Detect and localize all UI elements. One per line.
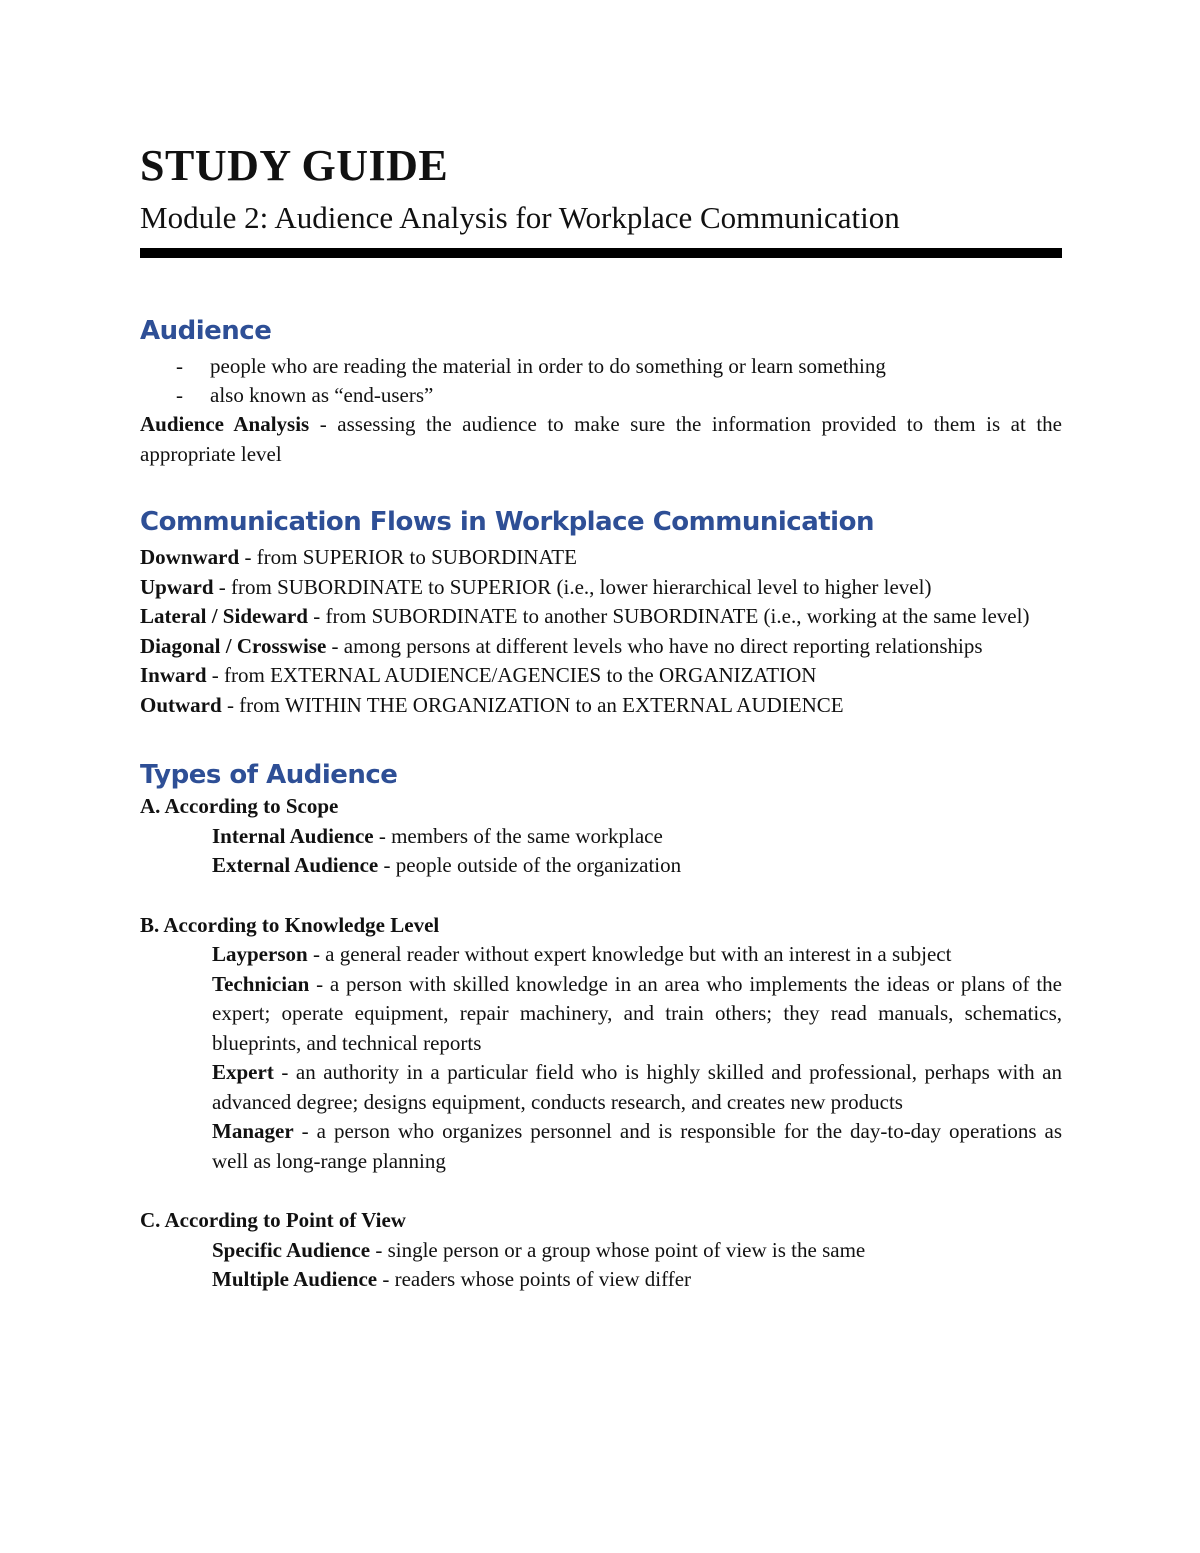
definition-term: External Audience bbox=[212, 853, 379, 877]
definition-text: - people outside of the organization bbox=[378, 853, 682, 877]
bullet-dash: - bbox=[176, 354, 183, 378]
document-page bbox=[140, 140, 1062, 1295]
flow-item-lateral bbox=[140, 602, 1062, 632]
definition-text: - from WITHIN THE ORGANIZATION to an EXTERNAL AUDIENCE bbox=[221, 692, 844, 717]
list-item bbox=[212, 851, 1062, 881]
definition-text: - a person with skilled knowledge in an area who implements the ideas or plans of the expert; operate equipment, repair machinery, and train others; they read manuals, schematics, blueprints, and technical reports bbox=[212, 971, 1062, 1055]
flow-item-inward bbox=[140, 661, 1062, 691]
list-item bbox=[212, 1117, 1062, 1176]
definition-term: Multiple Audience bbox=[212, 1267, 378, 1291]
section-heading-types-of-audience: Types of Audience bbox=[140, 760, 398, 790]
subheading-knowledge-level: B. According to Knowledge Level bbox=[140, 912, 440, 937]
flow-item-outward bbox=[140, 691, 1062, 721]
definition-text: - readers whose points of view differ bbox=[377, 1267, 692, 1291]
definition-text: - a general reader without expert knowledge but with an interest in a subject bbox=[307, 942, 952, 966]
definition-text: - a person who organizes personnel and is responsible for the day-to-day operations as well as long-range planning bbox=[212, 1119, 1062, 1173]
definition-text: - members of the same workplace bbox=[373, 823, 663, 848]
audience-analysis-definition bbox=[140, 410, 1062, 469]
definition-term: Diagonal / Crosswise bbox=[140, 633, 327, 658]
knowledge-level-list bbox=[140, 940, 1062, 1176]
definition-text: - assessing the audience to make sure the information provided to them is at the appropriate level bbox=[140, 412, 1062, 466]
flow-item-downward bbox=[140, 543, 1062, 573]
definition-term: Upward bbox=[140, 574, 214, 599]
definition-text: - single person or a group whose point of view is the same bbox=[370, 1237, 866, 1262]
definition-term: Specific Audience bbox=[212, 1237, 371, 1262]
definition-term: Manager bbox=[212, 1119, 294, 1143]
list-item bbox=[212, 1265, 1062, 1295]
list-item bbox=[212, 970, 1062, 1059]
point-of-view-list bbox=[140, 1236, 1062, 1295]
section-heading-communication-flows: Communication Flows in Workplace Communication bbox=[140, 507, 874, 537]
bullet-dash: - bbox=[176, 383, 183, 407]
definition-term: Layperson bbox=[212, 942, 308, 966]
definition-text: - an authority in a particular field who is highly skilled and professional, perhaps with an advanced degree; designs equipment, conducts research, and creates new products bbox=[212, 1060, 1062, 1114]
list-item bbox=[212, 940, 1062, 970]
flow-item-diagonal bbox=[140, 632, 1062, 662]
subheading-point-of-view: C. According to Point of View bbox=[140, 1208, 406, 1232]
definition-term: Internal Audience bbox=[212, 823, 374, 848]
document-subtitle: Module 2: Audience Analysis for Workplace Communication bbox=[140, 200, 900, 235]
definition-term: Audience Analysis bbox=[140, 412, 310, 436]
definition-text: - from EXTERNAL AUDIENCE/AGENCIES to the ORGANIZATION bbox=[206, 663, 817, 687]
definition-text: - from SUBORDINATE to another SUBORDINATE (i.e., working at the same level) bbox=[308, 604, 1030, 628]
list-item bbox=[212, 1236, 1062, 1266]
definition-term: Downward bbox=[140, 545, 240, 569]
flow-item-upward bbox=[140, 573, 1062, 603]
definition-term: Technician bbox=[212, 971, 310, 996]
definition-term: Outward bbox=[140, 692, 222, 717]
bullet-text: people who are reading the material in order to do something or learn something bbox=[210, 354, 886, 378]
scope-list bbox=[140, 822, 1062, 881]
list-item bbox=[140, 352, 1062, 381]
definition-text: - from SUBORDINATE to SUPERIOR (i.e., lower hierarchical level to higher level) bbox=[213, 574, 932, 599]
definition-term: Inward bbox=[140, 663, 207, 687]
definition-term: Lateral / Sideward bbox=[140, 604, 308, 628]
definition-term: Expert bbox=[212, 1060, 274, 1084]
definition-text: - from SUPERIOR to SUBORDINATE bbox=[239, 545, 577, 569]
title-rule bbox=[140, 248, 1062, 258]
bullet-text: also known as “end-users” bbox=[210, 383, 434, 407]
list-item bbox=[212, 822, 1062, 852]
subheading-scope: A. According to Scope bbox=[140, 794, 339, 818]
definition-text: - among persons at different levels who have no direct reporting relationships bbox=[326, 633, 983, 658]
communication-flows-list bbox=[140, 543, 1062, 720]
audience-bullet-list bbox=[140, 352, 1062, 410]
list-item bbox=[140, 381, 1062, 410]
document-title: STUDY GUIDE bbox=[140, 141, 449, 190]
section-heading-audience: Audience bbox=[140, 316, 272, 346]
list-item bbox=[212, 1058, 1062, 1117]
